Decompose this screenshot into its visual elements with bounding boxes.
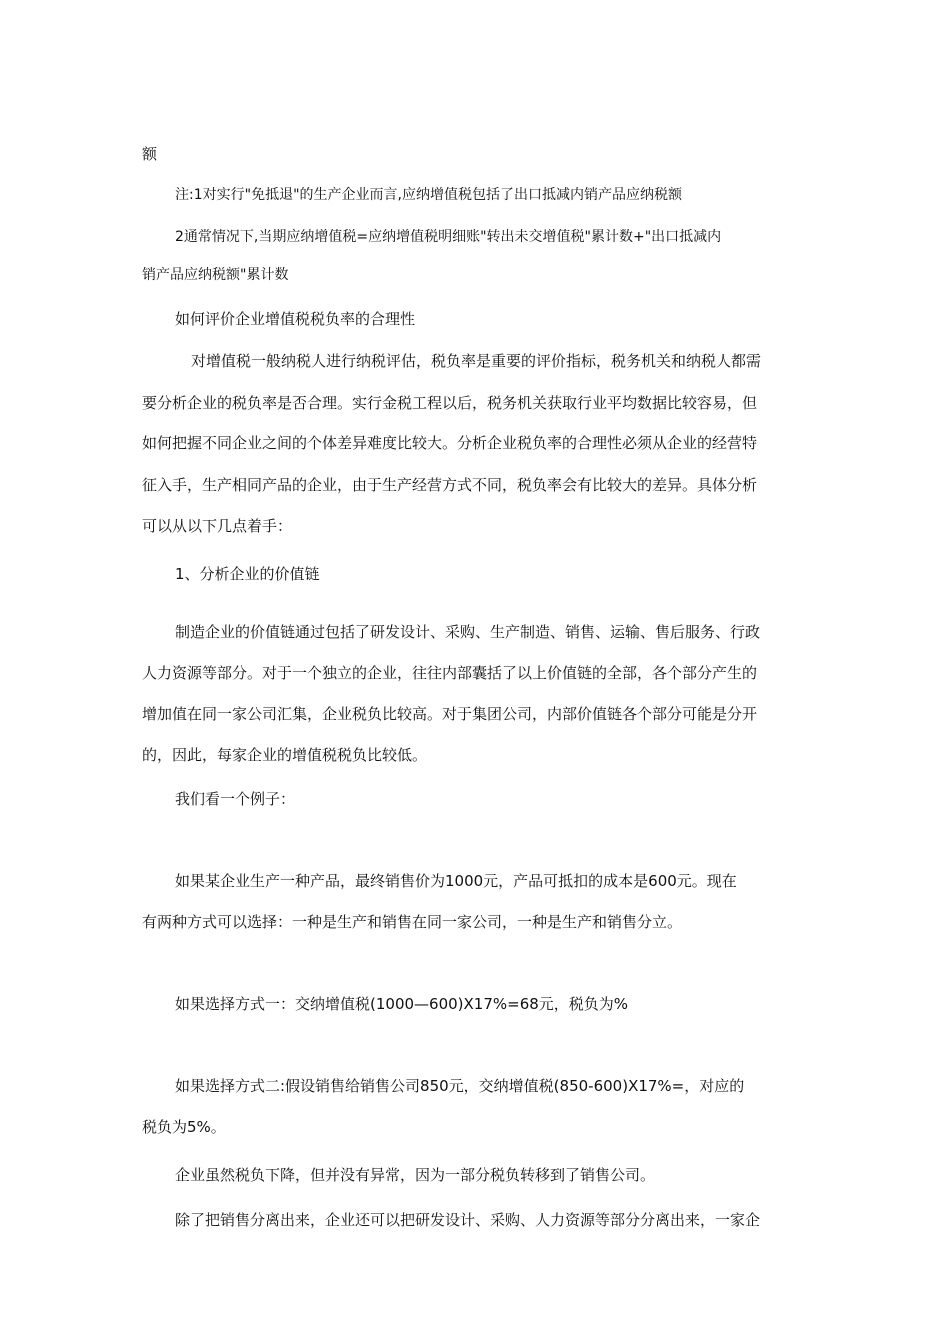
body-line: 制造企业的价值链通过包括了研发设计、采购、生产制造、销售、运输、售后服务、行政 bbox=[175, 623, 761, 641]
body-line: 我们看一个例子： bbox=[175, 790, 296, 808]
body-line: 人力资源等部分。对于一个独立的企业，往往内部囊括了以上价值链的全部，各个部分产生的 bbox=[142, 664, 758, 682]
note-2-line-2: 销产品应纳税额"累计数 bbox=[142, 267, 289, 283]
body-line: 有两种方式可以选择：一种是生产和销售在同一家公司，一种是生产和销售分立。 bbox=[142, 913, 683, 931]
body-line: 除了把销售分离出来，企业还可以把研发设计、采购、人力资源等部分分离出来，一家企 bbox=[175, 1211, 761, 1229]
subsection-heading: 1、分析企业的价值链 bbox=[175, 565, 320, 583]
body-line: 如果某企业生产一种产品，最终销售价为1000元，产品可抵扣的成本是600元。现在 bbox=[175, 872, 737, 890]
section-heading: 如何评价企业增值税税负率的合理性 bbox=[175, 310, 416, 328]
body-line: 对增值税一般纳税人进行纳税评估，税负率是重要的评价指标，税务机关和纳税人都需 bbox=[191, 352, 762, 370]
note-1: 注:1对实行"免抵退"的生产企业而言,应纳增值税包括了出口抵减内销产品应纳税额 bbox=[175, 187, 682, 203]
body-line: 增加值在同一家公司汇集，企业税负比较高。对于集团公司，内部价值链各个部分可能是分开 bbox=[142, 705, 758, 723]
body-line: 税负为5%。 bbox=[142, 1118, 226, 1136]
body-line: 征入手，生产相同产品的企业，由于生产经营方式不同，税负率会有比较大的差异。具体分析 bbox=[142, 476, 758, 494]
body-line: 可以从以下几点着手： bbox=[142, 517, 293, 535]
body-line: 要分析企业的税负率是否合理。实行金税工程以后，税务机关获取行业平均数据比较容易，但 bbox=[142, 394, 758, 412]
text-line: 额 bbox=[142, 145, 158, 163]
body-line: 的，因此，每家企业的增值税税负比较低。 bbox=[142, 746, 428, 764]
body-line: 如果选择方式二:假设销售给销售公司850元，交纳增值税(850-600)X17%=，对应的 bbox=[175, 1077, 745, 1095]
note-2-line-1: 2通常情况下,当期应纳增值税=应纳增值税明细账"转出未交增值税"累计数+"出口抵减内 bbox=[175, 229, 722, 245]
body-line: 如何把握不同企业之间的个体差异难度比较大。分析企业税负率的合理性必须从企业的经营特 bbox=[142, 434, 758, 452]
body-line: 如果选择方式一：交纳增值税(1000—600)X17%=68元，税负为% bbox=[175, 995, 629, 1013]
body-line: 企业虽然税负下降，但并没有异常，因为一部分税负转移到了销售公司。 bbox=[175, 1166, 656, 1184]
